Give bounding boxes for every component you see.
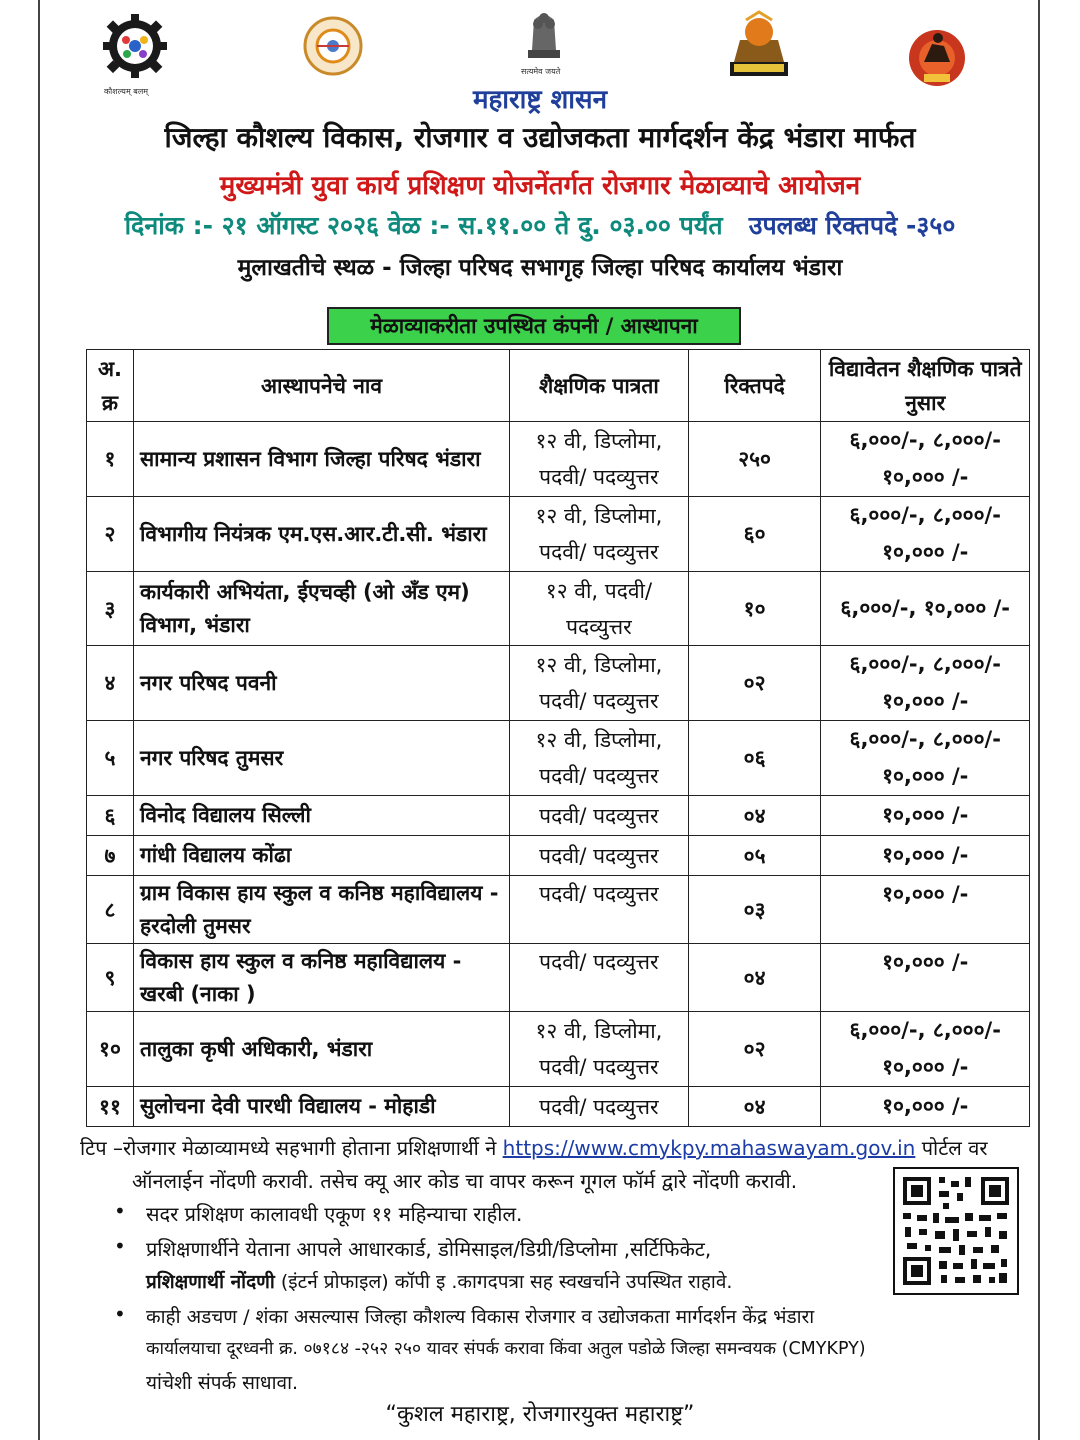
cell-education: १२ वी, डिप्लोमा, पदवी/ पदव्युत्तर — [510, 646, 689, 721]
cell-name: सामान्य प्रशासन विभाग जिल्हा परिषद भंडारा — [133, 422, 509, 497]
table-row — [87, 796, 1030, 836]
header-name: आस्थापनेचे नाव — [133, 350, 509, 422]
venue-line: मुलाखतीचे स्थळ - जिल्हा परिषद सभागृह जिल्हा परिषद कार्यालय भंडारा — [237, 255, 843, 281]
note-contact-2: कार्यालयाचा दूरध्वनी क्र. ०७१८४ -२५२ २५० यावर संपर्क करावा किंवा अतुल पडोळे जिल्हा समन्वयक (CMYKPY) — [146, 1339, 866, 1359]
cell-vacancies: ०२ — [688, 646, 821, 721]
tip-line-2: ऑनलाईन नोंदणी करावी. तसेच क्यू आर कोड चा वापर करून गूगल फॉर्म द्वारे नोंदणी करावी. — [132, 1169, 798, 1193]
tip-prefix: टिप –रोजगार मेळाव्यामध्ये सहभागी होताना प्रशिक्षणार्थी ने — [80, 1136, 497, 1160]
bullet-icon: • — [114, 1234, 126, 1258]
header-vacancies: रिक्तपदे — [688, 350, 821, 422]
note-documents-2 — [146, 1268, 732, 1294]
header-education: शैक्षणिक पात्रता — [510, 350, 689, 422]
cell-sr: ६ — [87, 796, 134, 836]
note-documents-2-text: (इंटर्न प्रोफाइल) कॉपी इ .कागदपत्रा सह स्वखर्चाने उपस्थित राहावे. — [280, 1271, 733, 1293]
cell-education: १२ वी, डिप्लोमा, पदवी/ पदव्युत्तर — [510, 721, 689, 796]
cell-education: पदवी/ पदव्युत्तर — [510, 876, 689, 944]
cell-sr: ३ — [87, 572, 134, 646]
cell-vacancies: ०४ — [688, 944, 821, 1012]
cell-name: नगर परिषद पवनी — [133, 646, 509, 721]
header-sr: अ. क्र — [87, 350, 134, 422]
cell-stipend: ६,०००/-, ८,०००/- १०,००० /- — [821, 497, 1030, 572]
cell-education: १२ वी, पदवी/ पदव्युत्तर — [510, 572, 689, 646]
skill-development-logo-icon — [296, 16, 370, 82]
cell-vacancies: ०४ — [688, 796, 821, 836]
cell-vacancies: ६० — [688, 497, 821, 572]
cell-name: गांधी विद्यालय कोंढा — [133, 836, 509, 876]
cell-education: पदवी/ पदव्युत्तर — [510, 796, 689, 836]
tip-line — [80, 1134, 988, 1161]
note-contact-1: काही अडचण / शंका असल्यास जिल्हा कौशल्य विकास रोजगार व उद्योजकता मार्गदर्शन केंद्र भंडारा — [146, 1306, 815, 1328]
skill-gear-logo-icon — [96, 12, 174, 88]
cell-education: १२ वी, डिप्लोमा, पदवी/ पदव्युत्तर — [510, 422, 689, 497]
cell-vacancies: ०२ — [688, 1012, 821, 1087]
header-stipend: विद्यावेतन शैक्षणिक पात्रते नुसार — [821, 350, 1030, 422]
office-title: जिल्हा कौशल्य विकास, रोजगार व उद्योजकता मार्गदर्शन केंद्र भंडारा मार्फत — [164, 121, 916, 154]
cell-education: १२ वी, डिप्लोमा, पदवी/ पदव्युत्तर — [510, 1012, 689, 1087]
cell-name: ग्राम विकास हाय स्कुल व कनिष्ठ महाविद्यालय - हरदोली तुमसर — [133, 876, 509, 944]
cell-education: पदवी/ पदव्युत्तर — [510, 1087, 689, 1127]
cell-sr: ७ — [87, 836, 134, 876]
table-row — [87, 944, 1030, 1012]
cell-stipend: ६,०००/-, ८,०००/- १०,००० /- — [821, 1012, 1030, 1087]
cell-name: तालुका कृषी अधिकारी, भंडारा — [133, 1012, 509, 1087]
cell-stipend: ६,०००/-, ८,०००/- १०,००० /- — [821, 422, 1030, 497]
cell-stipend: ६,०००/-, ८,०००/- १०,००० /- — [821, 721, 1030, 796]
table-row — [87, 1087, 1030, 1127]
cell-vacancies: १० — [688, 572, 821, 646]
qr-code-icon[interactable] — [893, 1167, 1019, 1295]
cell-stipend: १०,००० /- — [821, 876, 1030, 944]
cell-education: १२ वी, डिप्लोमा, पदवी/ पदव्युत्तर — [510, 497, 689, 572]
note-duration: सदर प्रशिक्षण कालावधी एकूण ११ महिन्याचा राहील. — [146, 1202, 523, 1226]
logo-strip — [0, 6, 1080, 96]
cell-stipend: १०,००० /- — [821, 796, 1030, 836]
cell-vacancies: ०५ — [688, 836, 821, 876]
national-emblem-icon — [520, 6, 568, 70]
cell-sr: १० — [87, 1012, 134, 1087]
cell-vacancies: २५० — [688, 422, 821, 497]
section-banner: मेळाव्याकरीता उपस्थित कंपनी / आस्थापना — [327, 307, 741, 345]
table-row — [87, 721, 1030, 796]
cell-stipend: १०,००० /- — [821, 944, 1030, 1012]
bullet-icon: • — [114, 1302, 126, 1326]
table-row — [87, 422, 1030, 497]
table-header-row — [87, 350, 1030, 422]
emblem-caption: सत्यमेव जयते — [521, 67, 561, 76]
table-row — [87, 836, 1030, 876]
date-time-text: दिनांक :- २१ ऑगस्ट २०२६ वेळ :- स.११.०० ते दु. ०३.०० पर्यंत — [124, 211, 723, 240]
cell-name: सुलोचना देवी पारधी विद्यालय - मोहाडी — [133, 1087, 509, 1127]
cell-vacancies: ०३ — [688, 876, 821, 944]
scheme-title: मुख्यमंत्री युवा कार्य प्रशिक्षण योजनेंतर्गत रोजगार मेळाव्याचे आयोजन — [219, 171, 861, 201]
cell-vacancies: ०४ — [688, 1087, 821, 1127]
tagline: “कुशल महाराष्ट्र, रोजगारयुक्त महाराष्ट्र” — [385, 1402, 695, 1427]
cell-name: विकास हाय स्कुल व कनिष्ठ महाविद्यालय - खरबी (नाका ) — [133, 944, 509, 1012]
portal-link[interactable]: https://www.cmykpy.mahaswayam.gov.in — [502, 1136, 916, 1160]
cell-sr: ४ — [87, 646, 134, 721]
cell-sr: ५ — [87, 721, 134, 796]
table-row — [87, 497, 1030, 572]
cell-name: विनोद विद्यालय सिल्ली — [133, 796, 509, 836]
cell-vacancies: ०६ — [688, 721, 821, 796]
cell-sr: १ — [87, 422, 134, 497]
cell-education: पदवी/ पदव्युत्तर — [510, 944, 689, 1012]
cell-sr: ११ — [87, 1087, 134, 1127]
cell-name: कार्यकारी अभियंता, ईएचव्ही (ओ अँड एम) विभाग, भंडारा — [133, 572, 509, 646]
tip-suffix: पोर्टल वर — [921, 1136, 988, 1160]
cell-name: नगर परिषद तुमसर — [133, 721, 509, 796]
cell-sr: ९ — [87, 944, 134, 1012]
fort-logo-icon — [724, 10, 794, 82]
table-row — [87, 1012, 1030, 1087]
vacancy-total-text: उपलब्ध रिक्तपदे -३५० — [748, 211, 956, 240]
companies-table — [86, 349, 1030, 1127]
table-row — [87, 572, 1030, 646]
bullet-icon: • — [114, 1199, 126, 1223]
date-time-line — [0, 208, 1080, 242]
cell-sr: २ — [87, 497, 134, 572]
table-row — [87, 876, 1030, 944]
cell-name: विभागीय नियंत्रक एम.एस.आर.टी.सी. भंडारा — [133, 497, 509, 572]
cell-stipend: १०,००० /- — [821, 836, 1030, 876]
table-row — [87, 646, 1030, 721]
cell-education: पदवी/ पदव्युत्तर — [510, 836, 689, 876]
note-contact-3: यांचेशी संपर्क साधावा. — [146, 1372, 299, 1394]
cell-stipend: ६,०००/-, ८,०००/- १०,००० /- — [821, 646, 1030, 721]
note-documents-1: प्रशिक्षणार्थीने येताना आपले आधारकार्ड, डोमिसाइल/डिग्री/डिप्लोमा ,सर्टिफिकेट, — [146, 1237, 712, 1261]
cell-sr: ८ — [87, 876, 134, 944]
skill-logo-caption: कौशल्यम् बलम् — [104, 87, 149, 96]
registration-bold: प्रशिक्षणार्थी नोंदणी — [146, 1271, 275, 1293]
government-title: महाराष्ट्र शासन — [472, 85, 608, 115]
cell-stipend: ६,०००/-, १०,००० /- — [821, 572, 1030, 646]
cell-stipend: १०,००० /- — [821, 1087, 1030, 1127]
